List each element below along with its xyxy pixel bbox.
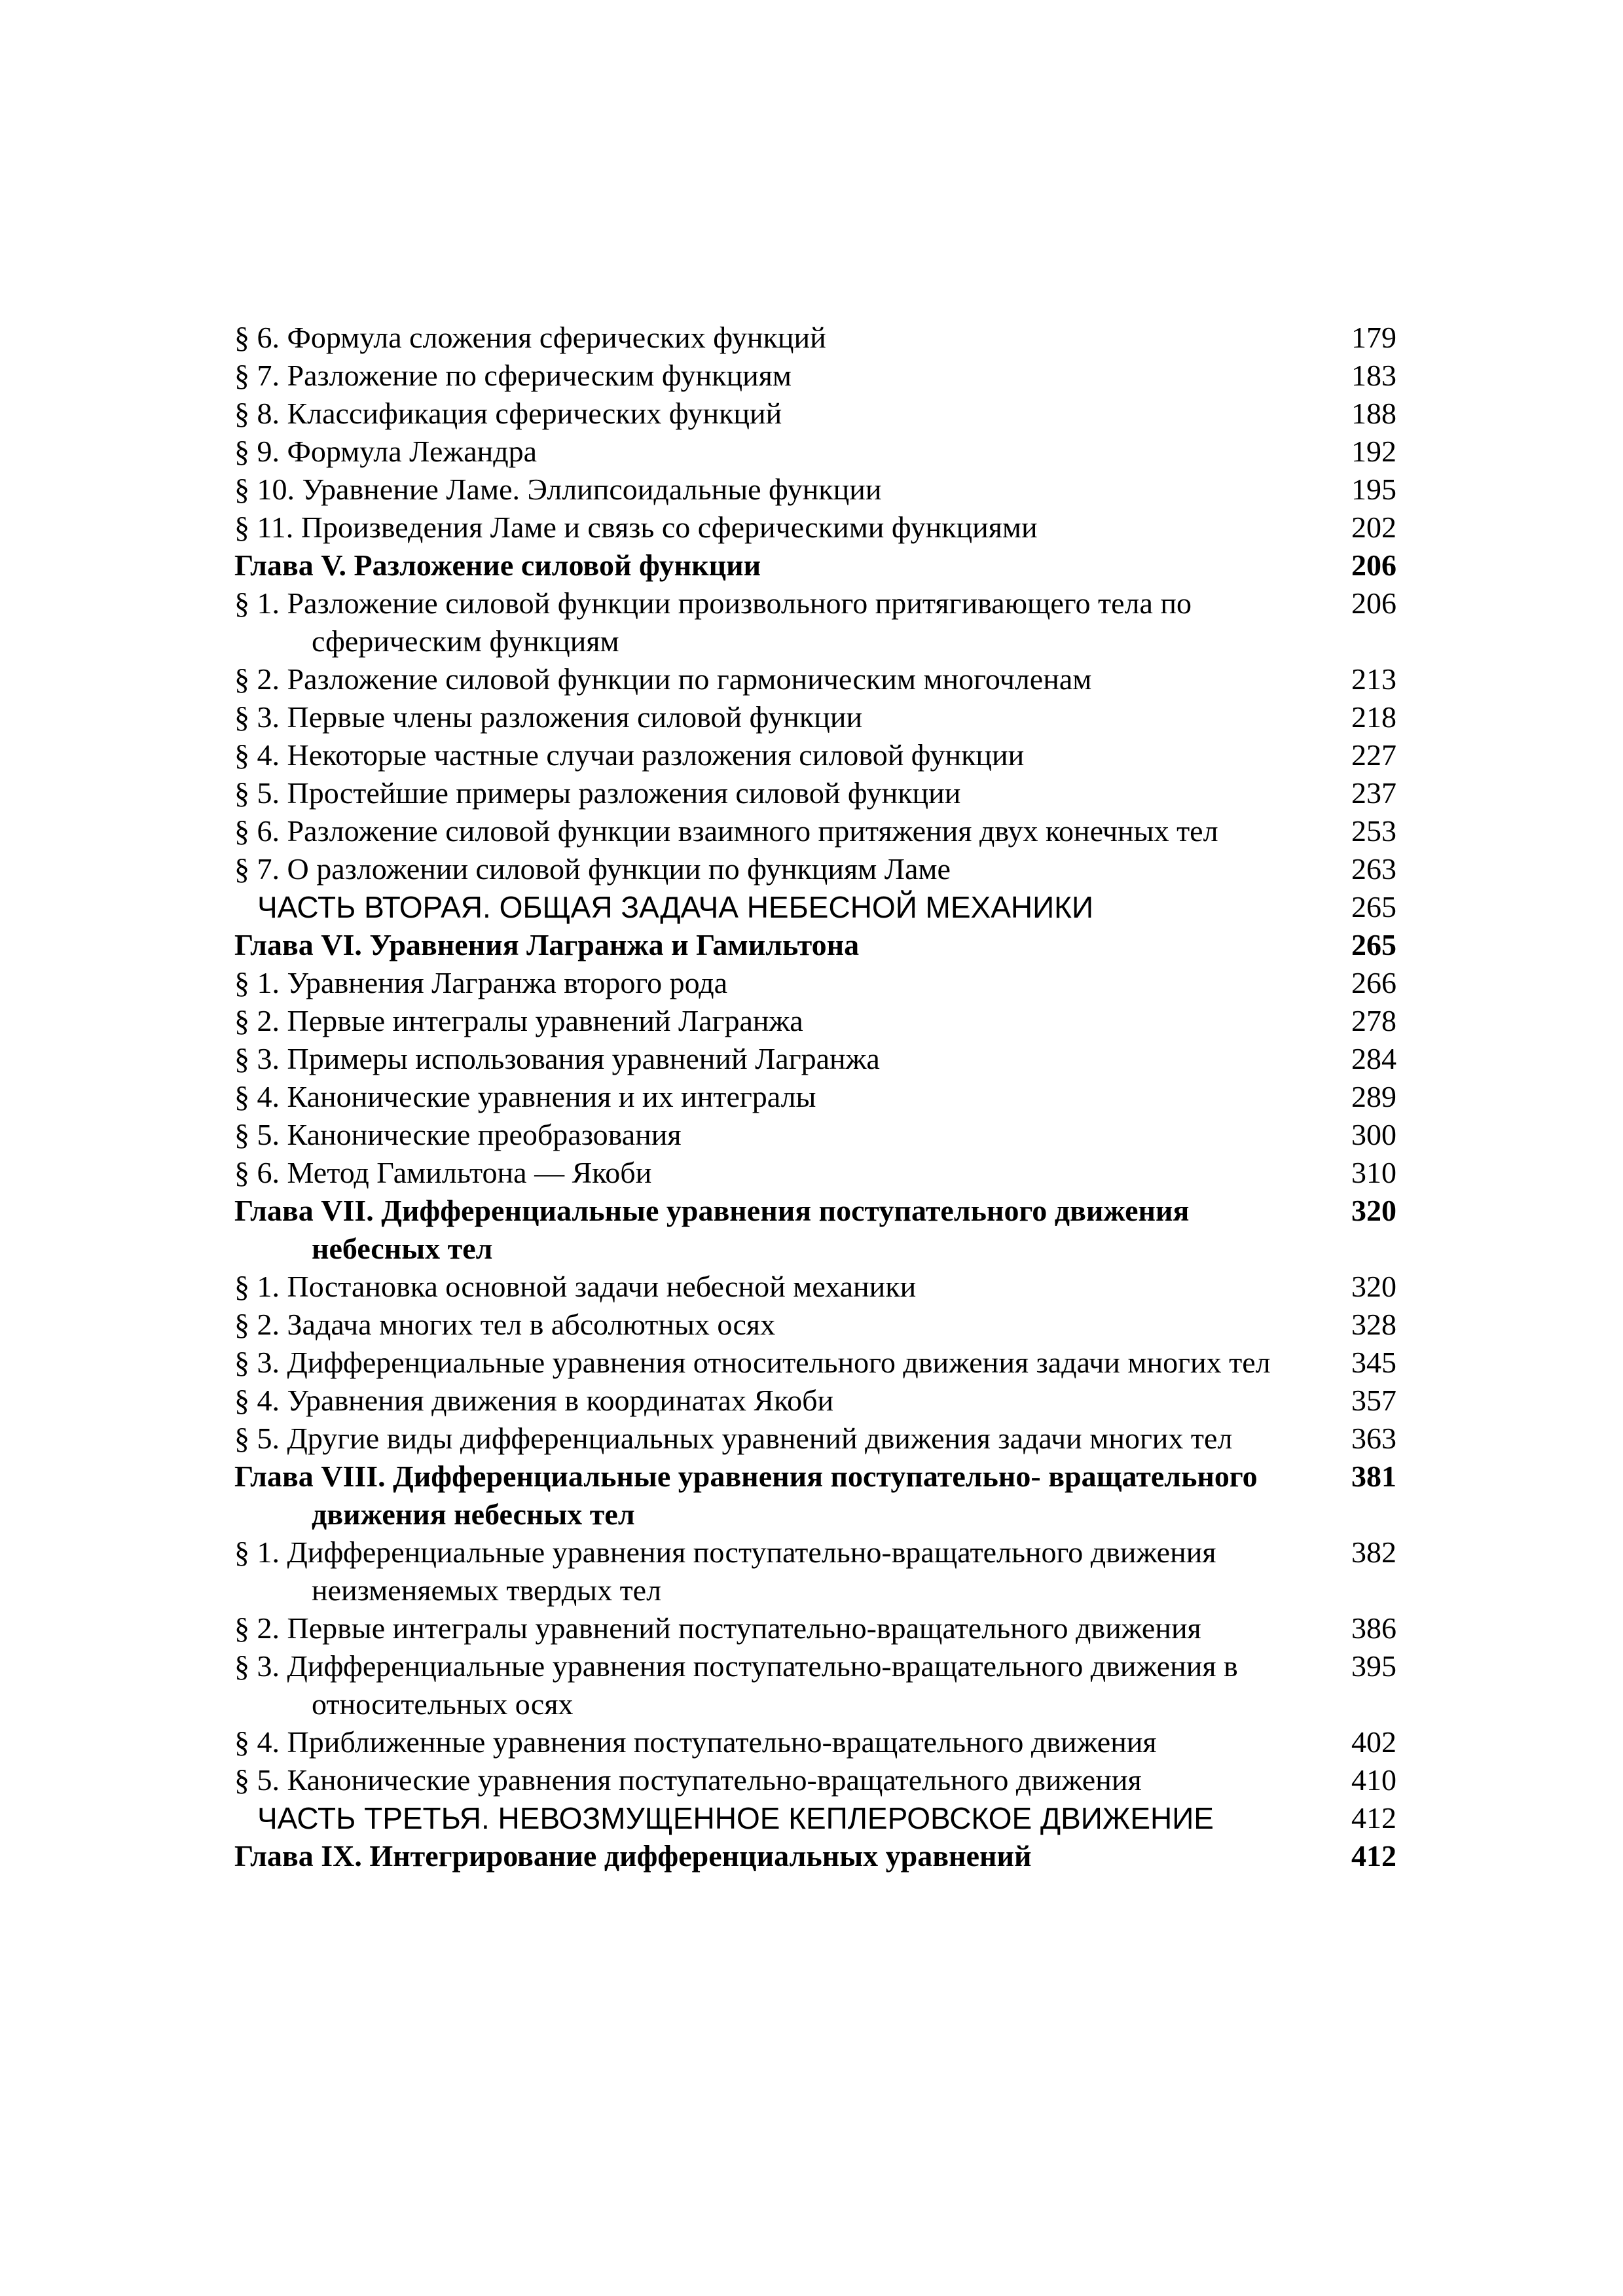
toc-section-entry (234, 509, 1396, 547)
toc-entry-page-number: 300 (1351, 1118, 1396, 1151)
toc-entry-page-number: 266 (1351, 966, 1396, 999)
toc-entry-title: § 10. Уравнение Ламе. Эллипсоидальные функции (234, 473, 882, 506)
toc-entry-title: § 4. Уравнения движения в координатах Якоби (234, 1384, 834, 1417)
toc-section-entry (234, 395, 1396, 433)
table-of-contents (234, 319, 1396, 1875)
toc-entry-page-number: 381 (1351, 1460, 1396, 1493)
toc-entry-page-number: 357 (1351, 1384, 1396, 1417)
toc-chapter-entry (234, 1458, 1396, 1534)
toc-entry-title: § 1. Уравнения Лагранжа второго рода (234, 966, 728, 999)
toc-entry-title: § 2. Первые интегралы уравнений Лагранжа (234, 1004, 803, 1037)
toc-section-entry (234, 1609, 1396, 1647)
toc-section-entry (234, 660, 1396, 698)
toc-chapter-entry (234, 1837, 1396, 1875)
toc-entry-page-number: 192 (1351, 435, 1396, 468)
toc-entry-page-number: 320 (1351, 1194, 1396, 1227)
toc-entry-page-number: 386 (1351, 1611, 1396, 1645)
toc-entry-page-number: 253 (1351, 814, 1396, 848)
toc-entry-page-number: 183 (1351, 359, 1396, 392)
toc-entry-page-number: 412 (1351, 1801, 1396, 1835)
toc-entry-page-number: 188 (1351, 397, 1396, 430)
toc-section-entry (234, 584, 1396, 660)
toc-section-entry (234, 1382, 1396, 1420)
toc-section-entry (234, 850, 1396, 888)
toc-entry-title: § 3. Примеры использования уравнений Лагранжа (234, 1042, 880, 1075)
toc-entry-page-number: 363 (1351, 1422, 1396, 1455)
toc-entry-title: § 5. Канонические уравнения поступательно-вращательного движения (234, 1763, 1142, 1797)
toc-entry-page-number: 265 (1351, 890, 1396, 924)
toc-entry-page-number: 206 (1351, 548, 1396, 582)
toc-entry-page-number: 328 (1351, 1308, 1396, 1341)
toc-entry-title: § 6. Формула сложения сферических функций (234, 321, 826, 354)
toc-entry-page-number: 213 (1351, 662, 1396, 696)
toc-entry-page-number: 345 (1351, 1346, 1396, 1379)
toc-section-entry (234, 1723, 1396, 1761)
toc-section-entry (234, 1078, 1396, 1116)
toc-part-heading (234, 1799, 1396, 1837)
toc-section-entry (234, 319, 1396, 357)
toc-entry-title: Глава VIII. Дифференциальные уравнения поступательно- вращательного движения небесных тел (234, 1460, 1258, 1531)
toc-entry-page-number: 412 (1351, 1839, 1396, 1873)
toc-entry-title: § 11. Произведения Ламе и связь со сферическими функциями (234, 511, 1038, 544)
toc-section-entry (234, 1534, 1396, 1609)
toc-entry-page-number: 402 (1351, 1725, 1396, 1759)
toc-section-entry (234, 1040, 1396, 1078)
toc-entry-title: Глава IX. Интегрирование дифференциальных уравнений (234, 1839, 1032, 1873)
toc-section-entry (234, 698, 1396, 736)
toc-section-entry (234, 1420, 1396, 1458)
toc-section-entry (234, 357, 1396, 395)
toc-entry-title: § 1. Постановка основной задачи небесной механики (234, 1270, 917, 1303)
toc-entry-title: § 2. Разложение силовой функции по гармоническим многочленам (234, 662, 1092, 696)
toc-entry-page-number: 382 (1351, 1535, 1396, 1569)
toc-entry-title: § 4. Канонические уравнения и их интегралы (234, 1080, 816, 1113)
toc-section-entry (234, 964, 1396, 1002)
toc-entry-title: § 8. Классификация сферических функций (234, 397, 782, 430)
toc-section-entry (234, 433, 1396, 471)
toc-entry-title: § 3. Дифференциальные уравнения относительного движения задачи многих тел (234, 1346, 1271, 1379)
toc-entry-page-number: 218 (1351, 700, 1396, 734)
toc-entry-page-number: 263 (1351, 852, 1396, 886)
toc-entry-page-number: 289 (1351, 1080, 1396, 1113)
toc-entry-title: § 9. Формула Лежандра (234, 435, 538, 468)
toc-section-entry (234, 471, 1396, 509)
toc-entry-title: Глава VII. Дифференциальные уравнения поступательного движения небесных тел (234, 1194, 1190, 1265)
toc-entry-title: § 7. О разложении силовой функции по функциям Ламе (234, 852, 951, 886)
toc-entry-page-number: 320 (1351, 1270, 1396, 1303)
toc-section-entry (234, 1306, 1396, 1344)
toc-entry-title: § 5. Простейшие примеры разложения силовой функции (234, 776, 961, 810)
toc-entry-title: § 1. Разложение силовой функции произвольного притягивающего тела по сферическим функциям (234, 586, 1192, 658)
toc-section-entry (234, 1002, 1396, 1040)
toc-section-entry (234, 1344, 1396, 1382)
toc-section-entry (234, 1761, 1396, 1799)
toc-chapter-entry (234, 926, 1396, 964)
toc-entry-title: § 5. Другие виды дифференциальных уравнений движения задачи многих тел (234, 1422, 1233, 1455)
toc-chapter-entry (234, 547, 1396, 584)
toc-entry-page-number: 395 (1351, 1649, 1396, 1683)
toc-entry-title: § 6. Разложение силовой функции взаимного притяжения двух конечных тел (234, 814, 1218, 848)
toc-entry-page-number: 265 (1351, 928, 1396, 961)
toc-entry-title: § 3. Первые члены разложения силовой функции (234, 700, 863, 734)
toc-section-entry (234, 1116, 1396, 1154)
toc-entry-page-number: 206 (1351, 586, 1396, 620)
toc-entry-page-number: 179 (1351, 321, 1396, 354)
toc-entry-page-number: 410 (1351, 1763, 1396, 1797)
toc-entry-page-number: 227 (1351, 738, 1396, 772)
toc-entry-page-number: 202 (1351, 511, 1396, 544)
toc-entry-title: § 6. Метод Гамильтона — Якоби (234, 1156, 652, 1189)
toc-entry-title: ЧАСТЬ ТРЕТЬЯ. НЕВОЗМУЩЕННОЕ КЕПЛЕРОВСКОЕ ДВИЖЕНИЕ (257, 1801, 1214, 1835)
toc-part-heading (234, 888, 1396, 926)
toc-section-entry (234, 1647, 1396, 1723)
toc-section-entry (234, 774, 1396, 812)
toc-entry-page-number: 310 (1351, 1156, 1396, 1189)
toc-section-entry (234, 812, 1396, 850)
toc-entry-title: ЧАСТЬ ВТОРАЯ. ОБЩАЯ ЗАДАЧА НЕБЕСНОЙ МЕХАНИКИ (257, 890, 1094, 924)
toc-entry-title: § 7. Разложение по сферическим функциям (234, 359, 792, 392)
toc-entry-title: § 2. Задача многих тел в абсолютных осях (234, 1308, 776, 1341)
toc-section-entry (234, 1154, 1396, 1192)
toc-section-entry (234, 736, 1396, 774)
toc-entry-page-number: 284 (1351, 1042, 1396, 1075)
toc-entry-page-number: 278 (1351, 1004, 1396, 1037)
toc-entry-title: Глава VI. Уравнения Лагранжа и Гамильтона (234, 928, 860, 961)
toc-entry-page-number: 195 (1351, 473, 1396, 506)
toc-chapter-entry (234, 1192, 1396, 1268)
toc-entry-title: § 1. Дифференциальные уравнения поступательно-вращательного движения неизменяемых твердых тел (234, 1535, 1216, 1607)
toc-entry-title: § 3. Дифференциальные уравнения поступательно-вращательного движения в относительных осях (234, 1649, 1238, 1721)
toc-entry-title: § 5. Канонические преобразования (234, 1118, 682, 1151)
toc-entry-page-number: 237 (1351, 776, 1396, 810)
toc-entry-title: § 4. Приближенные уравнения поступательно-вращательного движения (234, 1725, 1157, 1759)
toc-entry-title: § 4. Некоторые частные случаи разложения силовой функции (234, 738, 1025, 772)
toc-entry-title: § 2. Первые интегралы уравнений поступательно-вращательного движения (234, 1611, 1201, 1645)
toc-entry-title: Глава V. Разложение силовой функции (234, 548, 761, 582)
toc-section-entry (234, 1268, 1396, 1306)
